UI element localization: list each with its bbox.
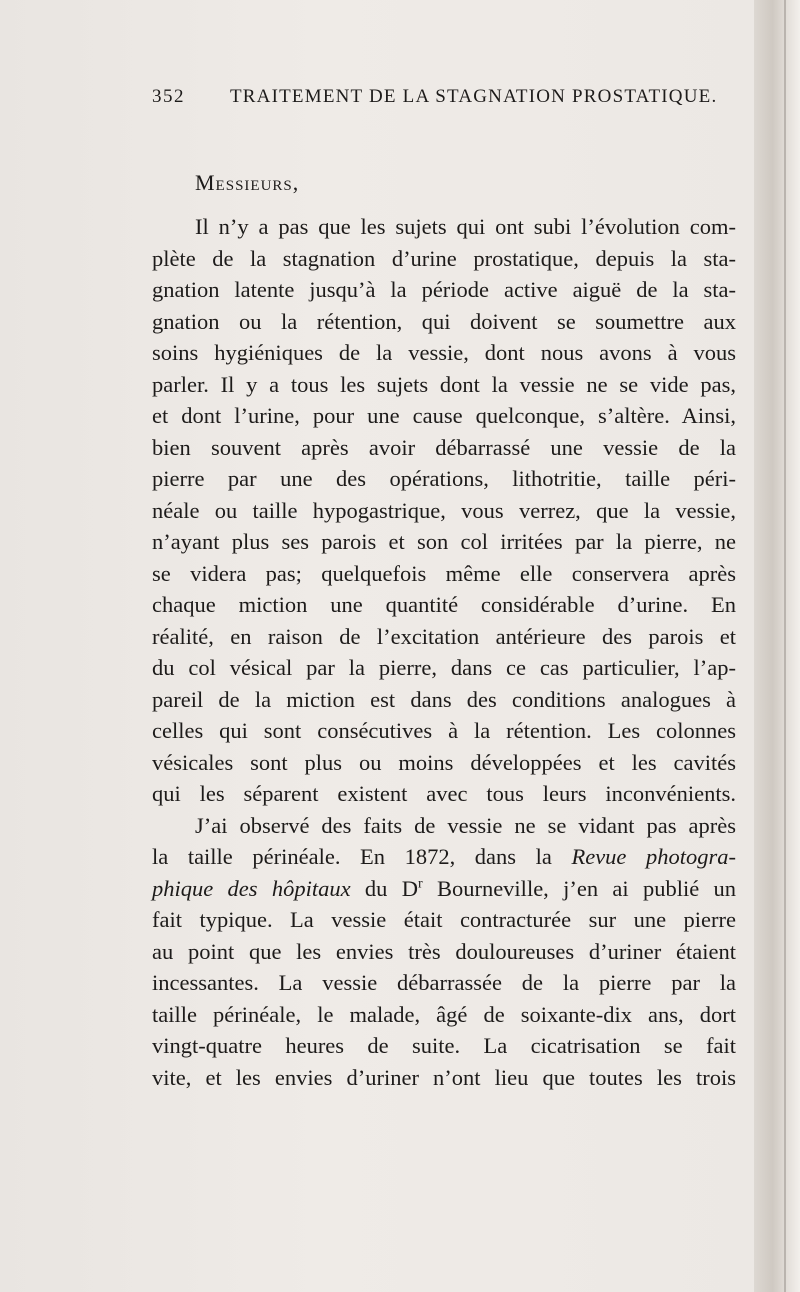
body-paragraph bbox=[152, 211, 736, 1093]
text-line: parler. Il y a tous les sujets dont la vessie ne se vide pas, bbox=[152, 371, 736, 397]
text-line: vésicales sont plus ou moins développées et les cavités bbox=[152, 749, 736, 775]
text-segment: Bourneville, j’en ai publié un bbox=[422, 875, 736, 901]
running-title: TRAITEMENT DE LA STAGNATION PROSTATIQUE. bbox=[230, 86, 718, 107]
text-line: plète de la stagnation d’urine prostatique, depuis la sta- bbox=[152, 245, 736, 271]
text-line: celles qui sont consécutives à la rétention. Les colonnes bbox=[152, 718, 736, 743]
text-segment: la taille périnéale. En 1872, dans la bbox=[152, 844, 552, 869]
text-line: pierre par une des opérations, lithotritie, taille péri- bbox=[152, 466, 736, 491]
journal-title-part2: phique des hôpitaux bbox=[152, 875, 351, 901]
text-line-with-italic bbox=[152, 873, 736, 905]
text-line: taille périnéale, le malade, âgé de soixante-dix ans, dort bbox=[152, 1001, 736, 1027]
text-line: réalité, en raison de l’excitation antérieure des parois et bbox=[152, 623, 736, 649]
text-line: vingt-quatre heures de suite. La cicatrisation se fait bbox=[152, 1033, 736, 1058]
text-line: du col vésical par la pierre, dans ce cas particulier, l’ap- bbox=[152, 655, 736, 680]
text-line: fait typique. La vessie était contracturée sur une pierre bbox=[152, 907, 736, 932]
text-line: J’ai observé des faits de vessie ne se vidant pas après bbox=[195, 812, 736, 838]
text-line: néale ou taille hypogastrique, vous verrez, que la vessie, bbox=[152, 497, 736, 523]
text-line: au point que les envies très douloureuses d’uriner étaient bbox=[152, 938, 736, 964]
text-line: chaque miction une quantité considérable d’urine. En bbox=[152, 592, 736, 617]
text-line: soins hygiéniques de la vessie, dont nous avons à vous bbox=[152, 340, 736, 365]
text-line: incessantes. La vessie débarrassée de la pierre par la bbox=[152, 970, 736, 995]
text-line: bien souvent après avoir débarrassé une vessie de la bbox=[152, 434, 736, 460]
book-binding-line bbox=[784, 0, 786, 1292]
text-line: n’ayant plus ses parois et son col irritées par la pierre, ne bbox=[152, 529, 736, 554]
page-header bbox=[152, 86, 752, 116]
text-line: gnation ou la rétention, qui doivent se soumettre aux bbox=[152, 308, 736, 334]
text-line: se videra pas; quelquefois même elle conservera après bbox=[152, 560, 736, 586]
text-line: Il n’y a pas que les sujets qui ont subi l’évolution com- bbox=[195, 214, 736, 239]
book-binding-edge bbox=[754, 0, 800, 1292]
text-line: qui les séparent existent avec tous leurs inconvénients. bbox=[152, 781, 736, 806]
text-line: vite, et les envies d’uriner n’ont lieu que toutes les trois bbox=[152, 1064, 736, 1090]
text-line-with-italic bbox=[152, 841, 736, 873]
salutation: Messieurs, bbox=[195, 170, 300, 195]
text-line: gnation latente jusqu’à la période active aiguë de la sta- bbox=[152, 277, 736, 302]
superscript: r bbox=[417, 876, 423, 891]
text-line: pareil de la miction est dans des conditions analogues à bbox=[152, 686, 736, 712]
text-segment: du D bbox=[350, 875, 418, 901]
page-number: 352 bbox=[152, 86, 185, 107]
text-line: et dont l’urine, pour une cause quelconque, s’altère. Ainsi, bbox=[152, 403, 736, 428]
journal-title-part1: Revue photogra- bbox=[571, 844, 737, 869]
